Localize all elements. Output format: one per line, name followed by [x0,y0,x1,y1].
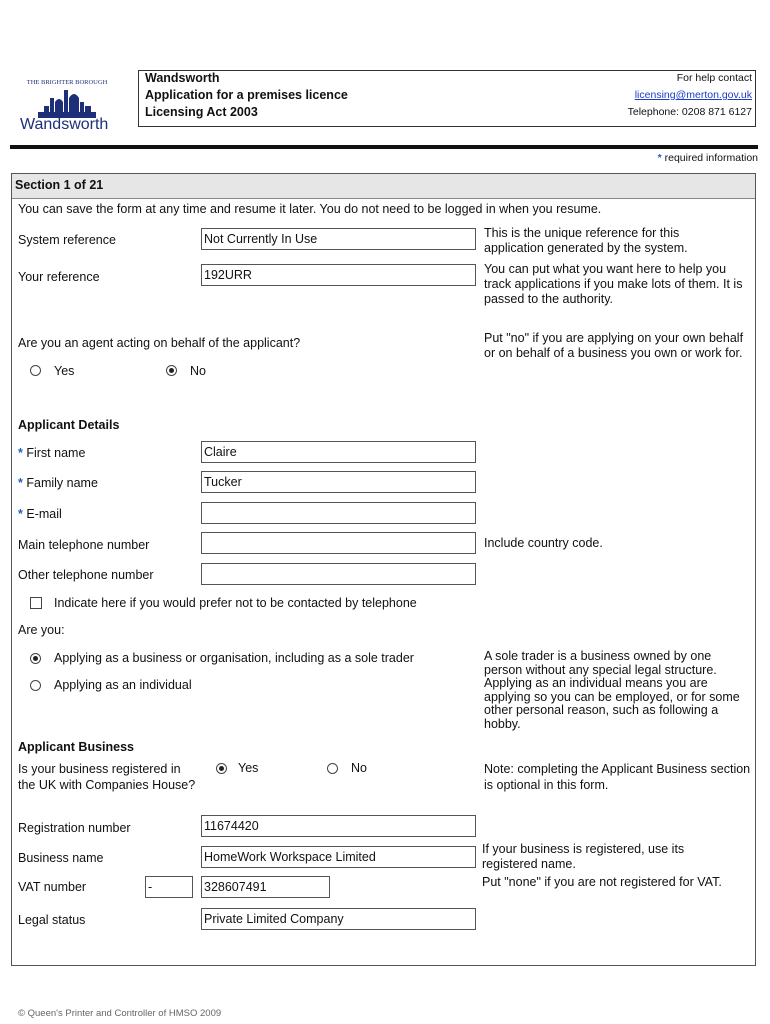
section-intro: You can save the form at any time and resume it later. You do not need to be logged in when you resume. [18,202,602,216]
main-phone-input-control[interactable] [204,533,475,553]
family-name-input[interactable] [201,471,476,493]
email-input-control[interactable] [204,503,475,523]
vat-prefix-input[interactable] [145,876,193,898]
first-name-input-control[interactable] [204,442,475,462]
your-reference-input[interactable] [201,264,476,286]
vat-number-input-control[interactable] [204,877,329,897]
legal-status-label: Legal status [18,913,86,927]
business-name-input[interactable] [201,846,476,868]
no-phone-contact-label[interactable]: Indicate here if you would prefer not to be contacted by telephone [54,596,417,610]
footer-copyright: © Queen's Printer and Controller of HMSO 2009 [18,1008,222,1019]
business-optional-note: Note: completing the Applicant Business section is optional in this form. [484,762,751,792]
business-name-input-control[interactable] [204,847,475,867]
section-title: Section 1 of 21 [15,178,104,192]
registered-no-label[interactable]: No [351,761,367,775]
family-name-label [18,476,98,491]
other-phone-label: Other telephone number [18,568,154,582]
header-title-2: Application for a premises licence [145,88,348,102]
legal-status-input[interactable] [201,908,476,930]
required-note-text: required information [664,152,758,164]
family-name-label-text: Family name [26,476,98,490]
business-name-help: If your business is registered, use its registered name. [482,842,685,871]
system-reference-label: System reference [18,233,116,247]
agent-question: Are you an agent acting on behalf of the applicant? [18,336,301,350]
family-name-input-control[interactable] [204,472,475,492]
your-reference-help: You can put what you want here to help you track applications if you make lots of them. It is passed to the authority. [484,262,743,306]
vat-number-label: VAT number [18,880,87,894]
vat-number-input[interactable] [201,876,330,898]
business-name-label: Business name [18,851,104,865]
system-reference-field [201,228,476,250]
first-name-input[interactable] [201,441,476,463]
system-reference-value: Not Currently In Use [204,232,318,246]
your-reference-label: Your reference [18,270,100,284]
applicant-business-heading: Applicant Business [18,740,134,754]
help-email-link[interactable]: licensing@merton.gov.uk [634,89,752,101]
help-phone: Telephone: 0208 871 6127 [627,106,752,118]
individual-radio[interactable] [30,680,41,691]
business-option-label[interactable]: Applying as a business or organisation, including as a sole trader [54,651,414,665]
other-phone-input-control[interactable] [204,564,475,584]
registered-yes-radio[interactable] [216,763,227,774]
required-star: * [657,152,662,164]
agent-no-label[interactable]: No [190,364,206,378]
email-label-text: E-mail [26,507,62,521]
main-phone-label: Main telephone number [18,538,150,552]
first-name-label-text: First name [26,446,86,460]
registered-yes-label[interactable]: Yes [238,761,259,775]
no-phone-contact-checkbox[interactable] [30,597,42,609]
vat-prefix-value: - [148,880,153,894]
main-phone-help: Include country code. [484,536,603,550]
email-label [18,507,62,522]
help-contact-label: For help contact [676,72,752,84]
header-divider [10,145,758,149]
required-star: * [18,446,23,460]
header-title-3: Licensing Act 2003 [145,105,258,119]
header-title-1: Wandsworth [145,71,220,85]
main-phone-input[interactable] [201,532,476,554]
individual-option-label[interactable]: Applying as an individual [54,678,192,692]
section-header-bar [12,174,755,199]
vat-help: Put "none" if you are not registered for VAT. [482,875,722,889]
agent-yes-label[interactable]: Yes [54,364,75,378]
first-name-label [18,446,85,461]
agent-yes-radio[interactable] [30,365,41,376]
agent-no-radio[interactable] [166,365,177,376]
legal-status-input-control[interactable] [204,909,475,929]
registered-no-radio[interactable] [327,763,338,774]
svg-text:THE BRIGHTER BOROUGH: THE BRIGHTER BOROUGH [26,79,108,86]
logo-wordmark: Wandsworth [20,116,109,133]
are-you-label: Are you: [18,623,65,637]
registration-number-input[interactable] [201,815,476,837]
required-star: * [18,507,23,521]
registered-question: Is your business registered in the UK with Companies House? [18,762,196,792]
system-reference-help: This is the unique reference for this application generated by the system. [484,226,688,255]
required-star: * [18,476,23,490]
your-reference-input-control[interactable] [204,265,475,285]
registration-number-input-control[interactable] [204,816,475,836]
registration-number-label: Registration number [18,821,131,835]
agent-help: Put "no" if you are applying on your own behalf or on behalf of a business you own or work for. [484,331,744,360]
other-phone-input[interactable] [201,563,476,585]
required-note [658,152,758,164]
applicant-details-heading: Applicant Details [18,418,120,432]
email-input[interactable] [201,502,476,524]
sole-trader-help: A sole trader is a business owned by one person without any special legal structure. Applying as an individual means you are applying so you can be employed, or for some other personal reason, such as following a hobby. [484,649,740,731]
council-logo [14,68,120,138]
business-radio[interactable] [30,653,41,664]
